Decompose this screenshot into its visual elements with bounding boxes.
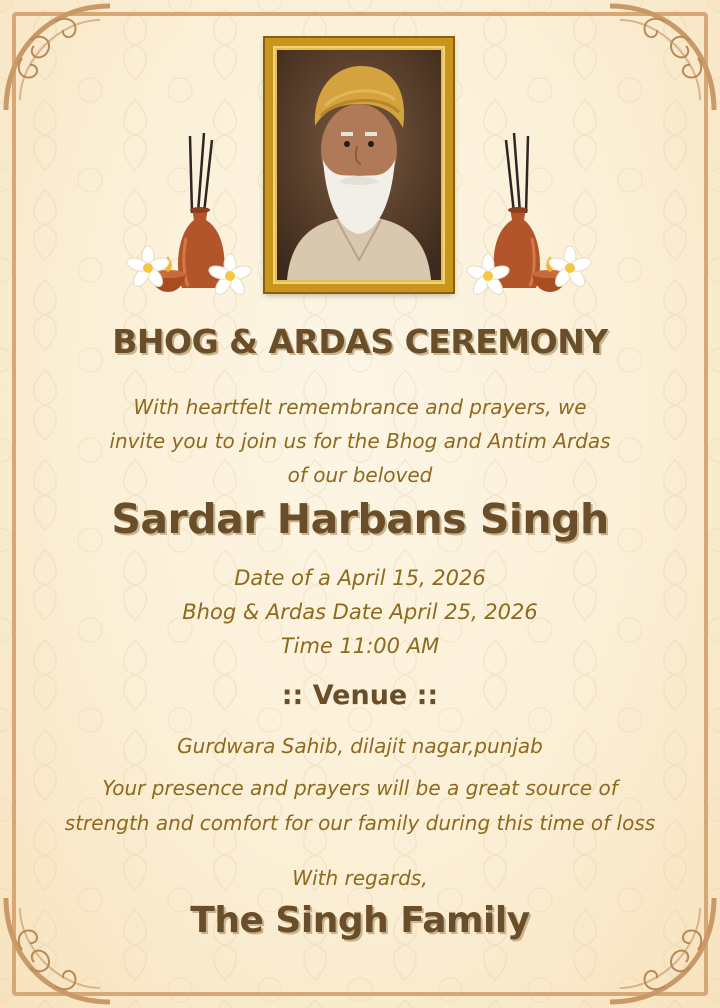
- message-line: Your presence and prayers will be a great source of: [102, 776, 618, 800]
- message-text: [0, 771, 720, 841]
- regards-text: With regards,: [292, 866, 428, 890]
- incense-decoration: [122, 128, 252, 298]
- incense-sticks-icon: [506, 133, 528, 213]
- intro-line: With heartfelt remembrance and prayers, we: [133, 395, 587, 419]
- venue-heading: :: Venue ::: [281, 680, 439, 711]
- incense-sticks-icon: [190, 133, 212, 213]
- intro-text: [0, 390, 720, 492]
- corner-flourish-icon: [600, 0, 720, 120]
- portrait-frame: [265, 38, 453, 292]
- intro-line: invite you to join us for the Bhog and Antim Ardas: [109, 429, 611, 453]
- message-line: strength and comfort for our family during this time of loss: [64, 811, 656, 835]
- date-details: [0, 561, 720, 663]
- family-name: The Singh Family: [190, 900, 530, 941]
- page-title: BHOG & ARDAS CEREMONY: [112, 322, 608, 361]
- bhog-date-line: Bhog & Ardas Date April 25, 2026: [182, 600, 538, 624]
- corner-flourish-icon: [0, 0, 120, 120]
- time-line: Time 11:00 AM: [280, 634, 440, 658]
- date-line: Date of a April 15, 2026: [234, 566, 486, 590]
- venue-address: Gurdwara Sahib, dilajit nagar,punjab: [177, 734, 543, 758]
- portrait-photo: [277, 50, 441, 280]
- intro-line: of our beloved: [287, 463, 433, 487]
- deceased-name: Sardar Harbans Singh: [111, 495, 609, 543]
- incense-decoration: [466, 128, 596, 298]
